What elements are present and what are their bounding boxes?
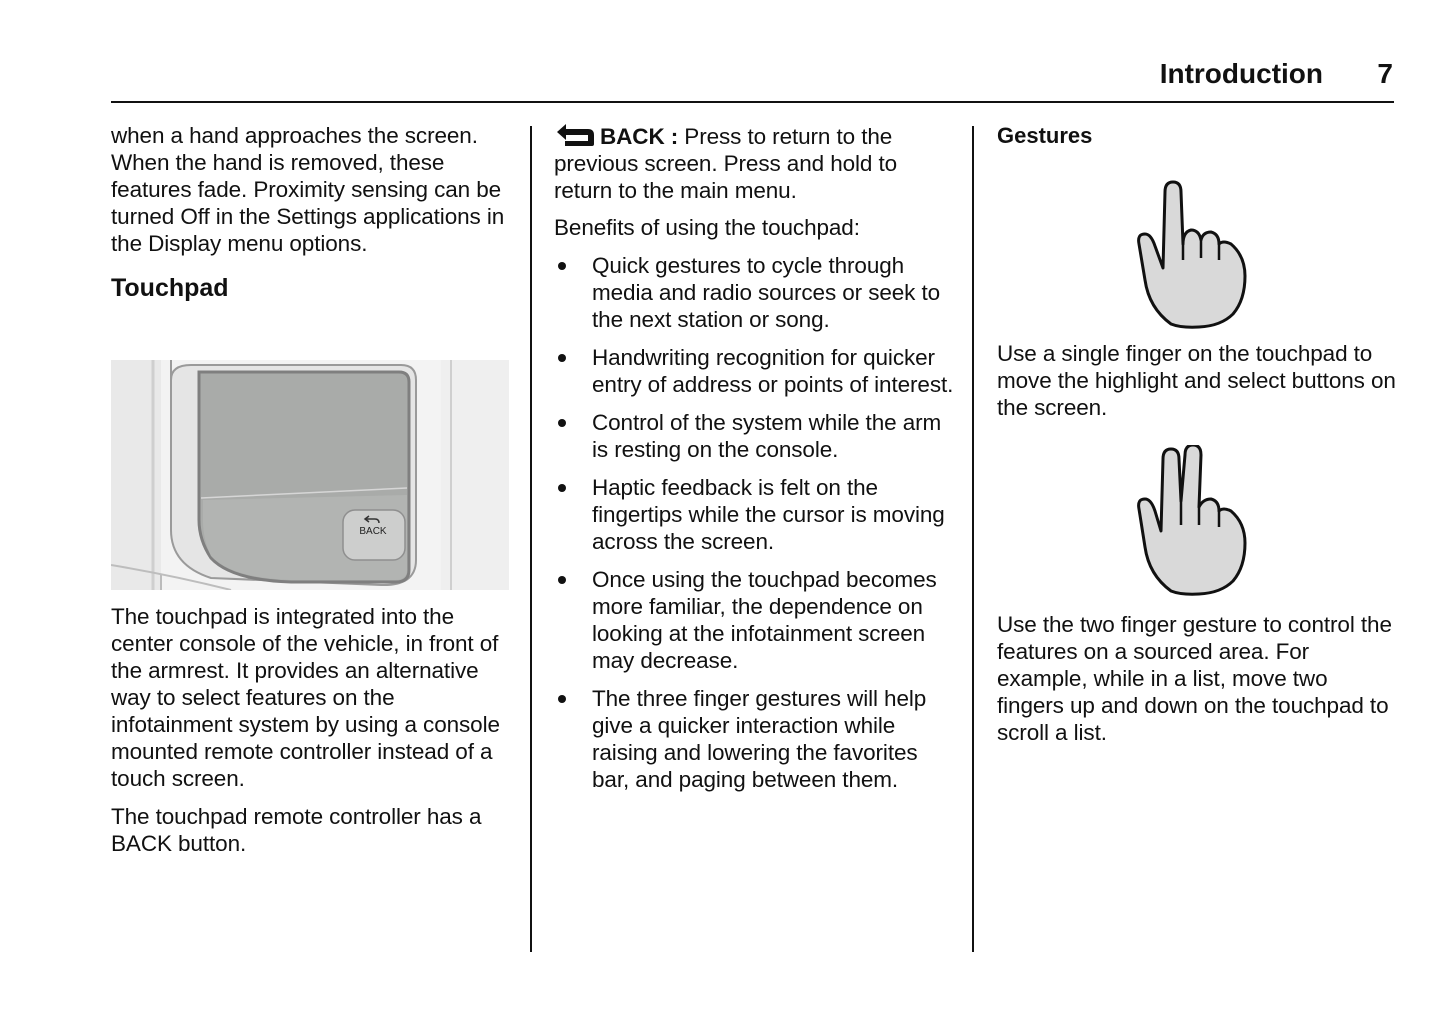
- gestures-heading: Gestures: [997, 123, 1093, 148]
- list-item-text: Once using the touchpad becomes more familiar, the dependence on looking at the infotainment screen may decrease.: [592, 567, 937, 673]
- column-1: [111, 122, 511, 856]
- bullet-icon: [558, 419, 566, 427]
- single-finger-hand-icon: [1137, 180, 1249, 330]
- list-item-text: Control of the system while the arm is resting on the console.: [592, 410, 942, 462]
- bullet-icon: [558, 354, 566, 362]
- single-finger-text: Use a single finger on the touchpad to move the highlight and select buttons on the screen.: [997, 341, 1396, 420]
- list-item: [554, 566, 959, 674]
- bullet-icon: [558, 484, 566, 492]
- bullet-icon: [558, 576, 566, 584]
- touchpad-description: The touchpad is integrated into the center console of the vehicle, in front of the armrest. It provides an alternative way to select features on the infotainment system by using a console mounted remote controller instead of a touch screen.: [111, 604, 500, 791]
- back-text: Press to return to the previous screen. Press and hold to return to the main menu.: [554, 124, 898, 203]
- back-button-note: The touchpad remote controller has a BACK button.: [111, 804, 482, 856]
- touchpad-heading: Touchpad: [111, 274, 229, 302]
- bullet-icon: [558, 262, 566, 270]
- column-3: [997, 122, 1397, 757]
- list-item-text: Handwriting recognition for quicker entry of address or points of interest.: [592, 345, 954, 397]
- benefits-list: [554, 252, 959, 793]
- section-title: Introduction: [1159, 58, 1323, 89]
- list-item: [554, 344, 959, 398]
- list-item-text: The three finger gestures will help give a quicker interaction while raising and lowering the favorites bar, and paging between them.: [592, 686, 927, 792]
- header-divider: [111, 101, 1394, 103]
- list-item: [554, 685, 959, 793]
- page-number: 7: [1377, 58, 1393, 89]
- two-finger-text: Use the two finger gesture to control the features on a sourced area. For example, while in a list, move two fingers up and down on the touchpad to scroll a list.: [997, 612, 1392, 745]
- list-item-text: Quick gestures to cycle through media and radio sources or seek to the next station or song.: [592, 253, 941, 332]
- column-divider-2: [972, 126, 974, 952]
- two-finger-hand-icon: [1137, 445, 1249, 597]
- back-arrow-icon: [554, 122, 596, 148]
- back-label: BACK :: [600, 124, 679, 149]
- list-item-text: Haptic feedback is felt on the fingertips while the cursor is moving across the screen.: [592, 475, 945, 554]
- list-item: [554, 252, 959, 333]
- column-2: [554, 122, 959, 804]
- intro-paragraph: when a hand approaches the screen. When the hand is removed, these features fade. Proximity sensing can be turned Off in the Settings applications in the Display menu options.: [111, 123, 505, 256]
- touchpad-illustration: [111, 360, 509, 590]
- back-description: [554, 122, 959, 204]
- list-item: [554, 474, 959, 555]
- column-divider-1: [530, 126, 532, 952]
- back-button-label: BACK: [359, 526, 387, 537]
- list-item: [554, 409, 959, 463]
- bullet-icon: [558, 695, 566, 703]
- benefits-intro: Benefits of using the touchpad:: [554, 215, 860, 240]
- page-header: [111, 55, 1393, 101]
